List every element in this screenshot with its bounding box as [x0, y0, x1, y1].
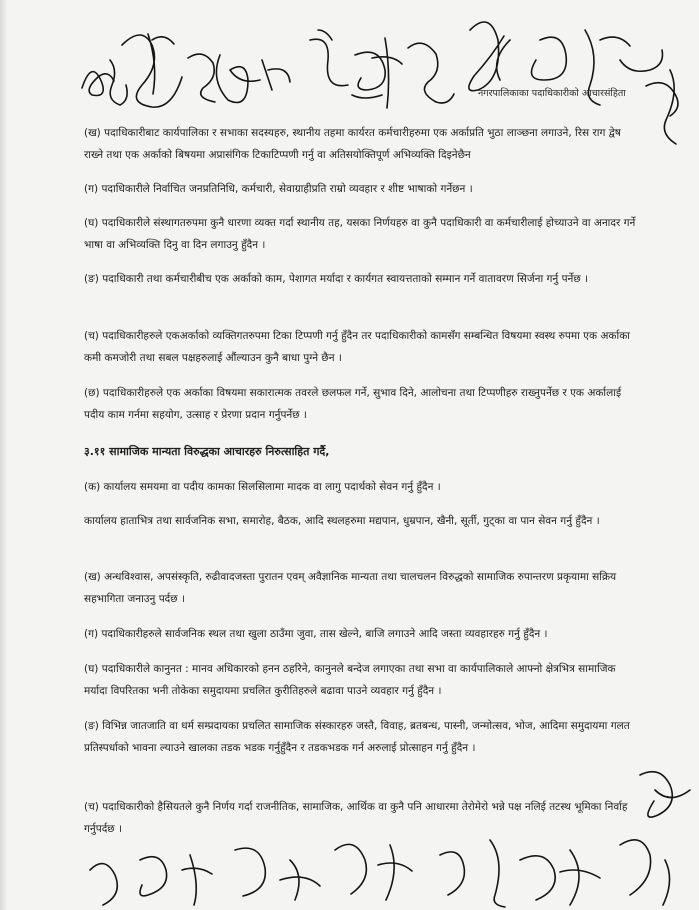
header-title: नगरपालिकाका पदाधिकारीको आचारसंहिता [478, 88, 626, 99]
clause-ka: (क) कार्यालय समयमा वा पदीय कामका सिलसिलामा मादक वा लागु पदार्थको सेवन गर्नु हुँदैन । [84, 481, 441, 493]
clause-ga: (ग) पदाधिकारीले निर्वाचित जनप्रतिनिधि, कर्मचारी, सेवाग्राहीप्रति राम्रो व्यवहार र शीष्ट भाषाको गर्नेछन । [84, 183, 473, 195]
clause-gha: (घ) पदाधिकारीले संस्थागतरुपमा कुनै धारणा व्यक्त गर्दा स्थानीय तह, यसका निर्णयहरु वा कुनै पदाधिकारी वा कर्मचारीलाई होच्याउने वा अनादर गर्ने भाषा वा अभिव्यक्ति दिनु वा दिन लगाउनु हुँदैन । [84, 217, 636, 251]
clause-ka-continuation: कार्यालय हाताभित्र तथा सार्वजनिक सभा, समारोह, बैठक, आदि स्थलहरुमा मद्यपान, धुम्रपान, खैनी, सूर्ती, गुट्का वा पान सेवन गर्नु हुँदैन । [84, 515, 600, 527]
clause-nga: (ङ) पदाधिकारी तथा कर्मचारीबीच एक अर्काको काम, पेशागत मर्यादा र कार्यगत स्वायत्तताको सम्मान गर्ने वातावरण सिर्जना गर्नु पर्नेछ । [84, 273, 589, 285]
clause-kha-2: (ख) अन्धविश्वास, अपसंस्कृति, रुढीवादजस्ता पुरातन एवम् अवैज्ञानिक मान्यता तथा चालचलन विरुद्धको सामाजिक रुपान्तरण प्रकृयामा सक्रिय सहभागिता जनाउनु पर्दछ । [84, 571, 617, 605]
scan-edge-shadow [0, 0, 8, 910]
clause-cha: (च) पदाधिकारीहरुले एकअर्काको व्यक्तिगतरुपमा टिका टिप्पणी गर्नु हुँदैन तर पदाधिकारीको कामसँग सम्बन्धित विषयमा स्वस्थ रुपमा एक अर्काका कमी कमजोरी तथा सबल पक्षहरुलाई औंल्याउन कुनै बाधा पुग्ने छैन । [84, 330, 630, 364]
clause-cha-2: (च) पदाधिकारीको हैसियतले कुनै निर्णय गर्दा राजनीतिक, सामाजिक, आर्थिक वा कुनै पनि आधारमा तेरोमेरो भन्ने पक्ष नलिई तटस्थ भूमिका निर्वाह गर्नुपर्दछ । [84, 801, 628, 835]
clause-gha-2: (घ) पदाधिकारीले कानुनत : मानव अधिकारको हनन ठहरिने, कानुनले बन्देज लगाएका तथा सभा वा कार्यपालिकाले आफ्नो क्षेत्रभित्र सामाजिक मर्यादा विपरितका भनी तोकेका समुदायमा प्रचलित कुरीतिहरुले बढावा पाउने व्यवहार गर्नु हुँदैन । [84, 663, 616, 697]
section-heading: ३.११ सामाजिक मान्यता विरुद्धका आचारहरु निरुत्साहित गर्दै, [84, 445, 330, 458]
clause-kha: (ख) पदाधिकारीबाट कार्यपालिका र सभाका सदस्यहरु, स्थानीय तहमा कार्यरत कर्मचारीहरुमा एक अर्काप्रति भुठा लाञ्छना लगाउने, रिस राग द्वेष राख्ने तथा एक अर्काको बिषयमा अप्रासंगिक टिकाटिप्पणी गर्नु वा अतिसयोक्तिपूर्ण अभिव्यक्ति दिइनेछैन [84, 127, 621, 161]
clause-nga-2: (ङ) विभिन्न जातजाति वा धर्म सम्प्रदायका प्रचलित सामाजिक संस्कारहरु जस्तै, विवाह, ब्रतबन्ध, पास्नी, जन्मोत्सव, भोज, आदिमा समुदायमा गलत प्रतिस्पर्धाको भावना ल्याउने खालका तडक भडक गर्नुहुँदैन र तडकभडक गर्न अरुलाई प्रोत्साहन गर्नु हुँदैन । [84, 720, 630, 754]
clause-chha: (छ) पदाधिकारीहरुले एक अर्काका विषयमा सकारात्मक तवरले छलफल गर्ने, सुभाव दिने, आलोचना तथा टिप्पणीहरु राख्नुपर्नेछ र एक अर्कालाई पदीय काम गर्नमा सहयोग, उत्साह र प्रेरणा प्रदान गर्नुपर्नेछ । [84, 387, 622, 421]
clause-ga-2: (ग) पदाधिकारीहरुले सार्वजनिक स्थल तथा खुला ठाउँमा जुवा, तास खेल्ने, बाजि लगाउने आदि जस्ता व्यवहारहरु गर्नु हुँदैन । [84, 628, 548, 640]
